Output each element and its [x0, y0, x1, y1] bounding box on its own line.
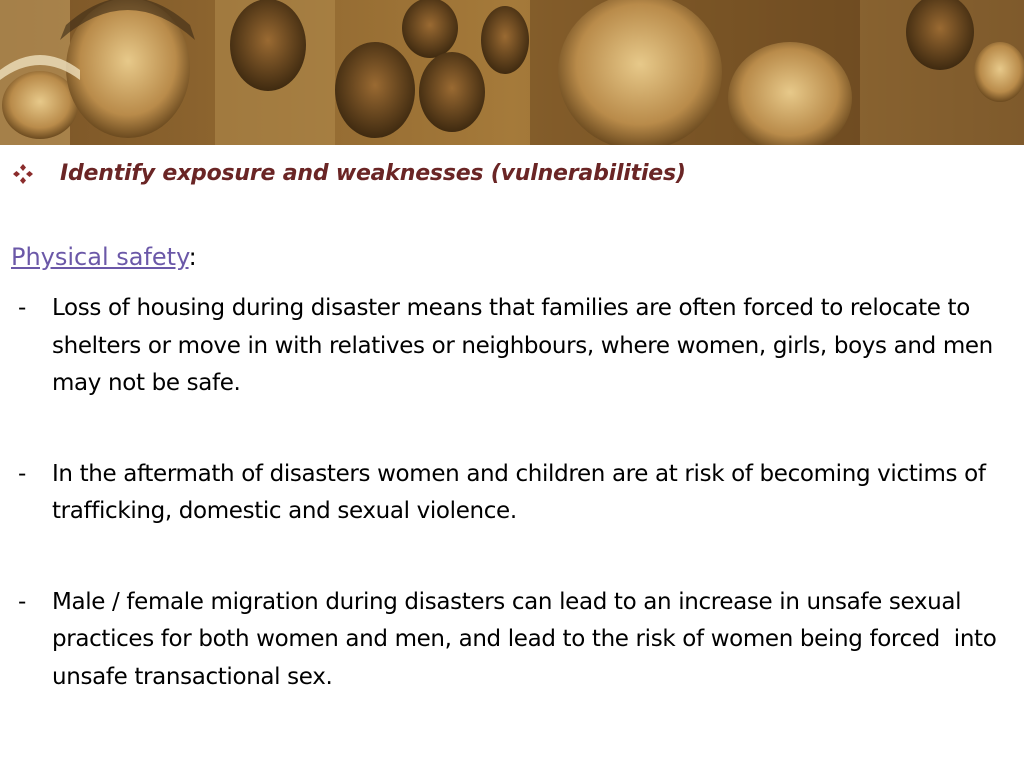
- list-dash: -: [18, 295, 26, 321]
- diamond-bullet-icon: [12, 163, 34, 185]
- physical-safety-link[interactable]: Physical safety: [11, 243, 189, 271]
- risk-list: [18, 290, 1014, 696]
- slide-heading: [12, 161, 686, 186]
- list-item-text: Male / female migration during disasters can lead to an increase in unsafe sexual practices for both women and men, and lead to the risk of women being forced into unsafe transactional sex.: [52, 588, 1004, 690]
- list-item-text: In the aftermath of disasters women and children are at risk of becoming victims of trafficking, domestic and sexual violence.: [52, 460, 993, 524]
- heading-text: Identify exposure and weaknesses (vulnerabilities): [60, 161, 686, 186]
- list-dash: -: [18, 460, 26, 487]
- list-item: [18, 290, 1014, 403]
- list-dash: -: [18, 588, 26, 615]
- list-item: [18, 584, 1014, 697]
- section-title: [11, 243, 197, 271]
- banner-photo-collage: [0, 0, 1024, 145]
- list-item: [18, 456, 1014, 531]
- list-item-text: Loss of housing during disaster means that families are often forced to relocate to shelters or move in with relatives or neighbours, where women, girls, boys and men may not be safe.: [52, 295, 1000, 396]
- section-title-colon: :: [188, 243, 197, 271]
